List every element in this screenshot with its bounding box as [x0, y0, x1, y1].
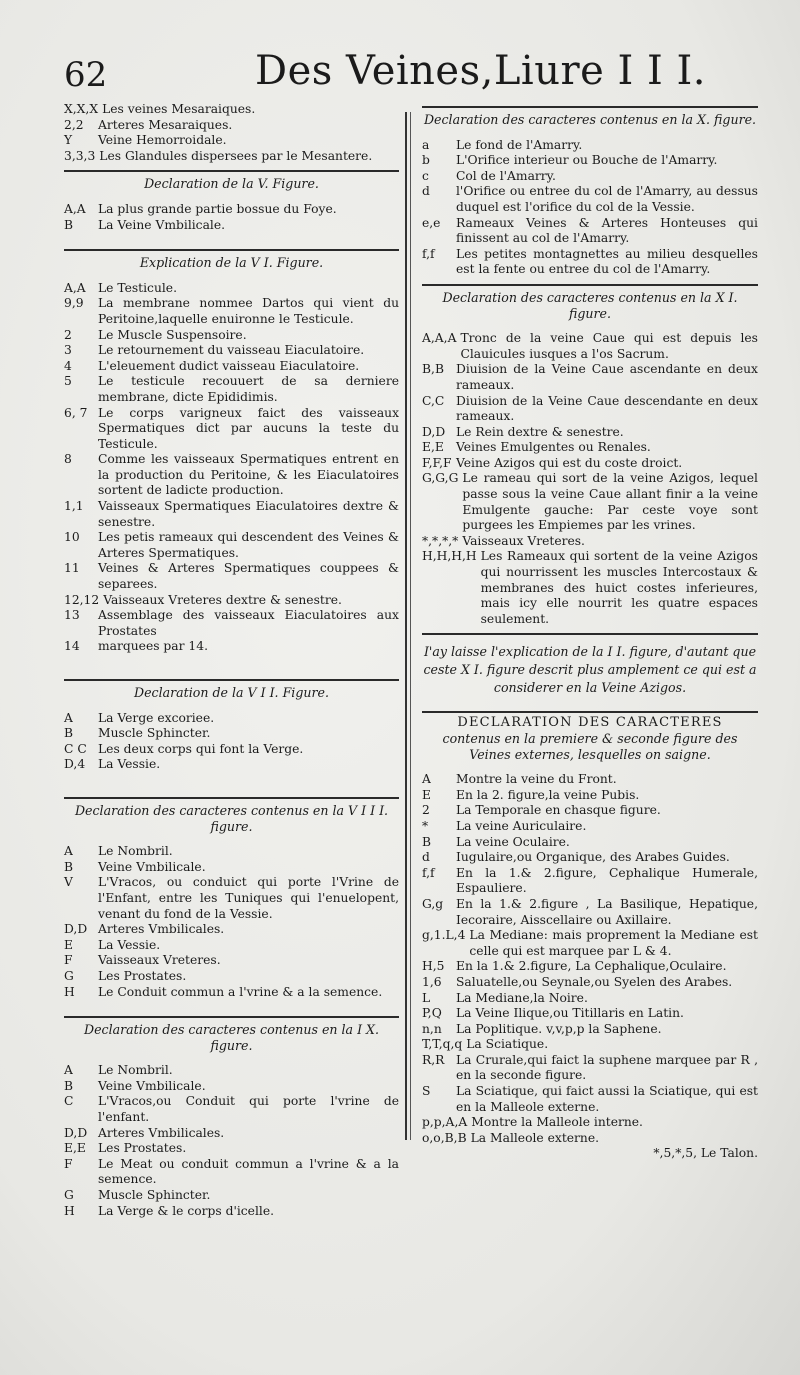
item-text: Le Conduit commun a l'vrine & a la semence.	[98, 984, 383, 999]
list-item	[422, 184, 758, 215]
list-fig10	[422, 138, 758, 278]
item-text: Le retournement du vaisseau Eiaculatoire.	[98, 343, 365, 358]
list-item	[64, 1141, 399, 1157]
list-item	[64, 608, 399, 639]
item-text: Veine Hemorroidale.	[98, 133, 227, 148]
list-item	[64, 985, 399, 1001]
item-text: La Poplitique. v,v,p,p la Saphene.	[456, 1021, 662, 1036]
item-key: F,F,F	[422, 455, 452, 470]
item-key: c	[422, 168, 429, 183]
item-key: P,Q	[422, 1006, 442, 1021]
item-key: H	[64, 1203, 75, 1218]
item-text: Arteres Vmbilicales.	[98, 922, 225, 937]
section-rule	[64, 797, 399, 799]
list-item	[422, 247, 758, 278]
list-fig5	[64, 202, 399, 233]
item-key: A,A	[64, 201, 86, 216]
item-key: D,D	[422, 424, 446, 439]
item-text: Le Meat ou conduit commun a l'vrine & a la semence.	[98, 1156, 399, 1187]
item-key: f,f	[422, 246, 435, 261]
item-text: Le Nombril.	[98, 1063, 173, 1078]
item-key: F	[64, 1156, 73, 1171]
list-top	[64, 102, 399, 164]
list-fig11	[422, 331, 758, 627]
list-item	[64, 593, 399, 609]
item-key: G,G,G	[422, 471, 459, 486]
section-title-fig6: Explication de la V I. Figure.	[139, 255, 324, 271]
item-key: 11	[64, 561, 80, 576]
item-text: L'Orifice interieur ou Bouche de l'Amarry.	[456, 153, 718, 168]
item-text: La plus grande partie bossue du Foye.	[98, 201, 337, 216]
list-item	[422, 788, 758, 804]
item-text: Veine Vmbilicale.	[98, 1078, 206, 1093]
list-item	[64, 1204, 399, 1220]
talon-text: *,5,*,5, Le Talon.	[653, 1146, 758, 1161]
item-text: En la 1.& 2.figure, Cephalique Humerale, Espauliere.	[456, 865, 758, 896]
list-item	[64, 499, 399, 530]
item-key: o,o,B,B	[422, 1130, 467, 1145]
list-item	[422, 394, 758, 425]
item-text: La Sciatique, qui faict aussi la Sciatique, qui est en la Malleole externe.	[456, 1084, 758, 1114]
item-text: La veine Oculaire.	[456, 834, 570, 849]
item-key: 13	[64, 608, 80, 623]
list-item	[422, 1084, 758, 1115]
item-key: E	[422, 787, 431, 802]
list-item	[422, 959, 758, 975]
item-text: Montre la veine du Front.	[456, 772, 617, 787]
item-key: B	[64, 217, 74, 232]
item-key: A	[64, 844, 73, 859]
list-item	[64, 133, 399, 149]
list-item	[64, 1188, 399, 1204]
list-external-veins	[422, 772, 758, 1162]
item-key: 8	[64, 452, 72, 467]
section-title-fig7: Declaration de la V I I. Figure.	[134, 685, 329, 700]
section-rule	[64, 679, 399, 681]
list-item	[64, 938, 399, 954]
item-key: H	[64, 984, 75, 999]
list-item	[64, 711, 399, 727]
azigos-note: I'ay laisse l'explication de la I I. figure, d'autant que ceste X I. figure descrit plus amplement ce qui est a considerer en la Veine Azigos.	[423, 644, 757, 696]
list-item	[64, 530, 399, 561]
item-text: Les veines Mesaraiques.	[102, 102, 256, 116]
list-item	[422, 850, 758, 866]
left-column	[64, 102, 399, 1225]
list-item	[64, 328, 399, 344]
item-key: B	[64, 859, 74, 874]
item-key: 3	[64, 343, 72, 358]
item-key: L	[422, 990, 431, 1005]
item-key: S	[422, 1084, 431, 1099]
list-item	[64, 374, 399, 405]
item-key: b	[422, 153, 430, 168]
item-key: 2	[64, 327, 72, 342]
section-title-fig5: Declaration de la V. Figure.	[144, 176, 319, 192]
list-fig8	[64, 844, 399, 1000]
section-rule	[64, 249, 399, 251]
section-rule	[422, 633, 758, 635]
column-divider	[405, 112, 407, 1140]
item-text: Iugulaire,ou Organique, des Arabes Guides.	[456, 850, 730, 865]
talon-line	[422, 1146, 758, 1162]
page-number: 62	[64, 55, 108, 95]
list-item	[64, 102, 399, 118]
list-item	[64, 359, 399, 375]
list-item	[422, 216, 758, 247]
item-text: La Vessie.	[98, 757, 161, 772]
item-text: La Veine Ilique,ou Titillaris en Latin.	[456, 1006, 684, 1021]
item-text: La Veine Vmbilicale.	[98, 217, 226, 232]
item-text: Assemblage des vaisseaux Eiaculatoires aux Prostates	[98, 608, 399, 638]
list-item	[64, 561, 399, 592]
section-title-fig11: Declaration des caracteres contenus en la X I. figure.	[442, 289, 738, 321]
item-key: F	[64, 953, 73, 968]
item-text: Vaisseaux Vreteres.	[98, 953, 221, 968]
list-fig9	[64, 1063, 399, 1219]
item-key: B	[422, 834, 432, 849]
list-item	[422, 897, 758, 928]
item-key: 1,6	[422, 974, 442, 989]
item-text: Comme les vaisseaux Spermatiques entrent en la production du Peritoine, & les Eiaculatoires sortent de ladicte production.	[98, 452, 399, 498]
running-title: Des Veines,Liure I I I.	[255, 48, 707, 94]
list-item	[422, 991, 758, 1007]
item-key: A	[64, 1063, 73, 1078]
item-text: La Mediane: mais proprement la Mediane est celle qui est marquee par L & 4.	[469, 928, 758, 958]
item-text: Les Rameaux qui sortent de la veine Azigos qui nourrissent les muscles Intercostaux & membranes des huict costes inferieures, mais icy elle nourrit les quatre espaces seulement.	[480, 549, 758, 626]
item-text: Les deux corps qui font la Verge.	[98, 741, 304, 756]
item-text: Vaisseaux Vreteres.	[462, 533, 585, 548]
list-item	[64, 742, 399, 758]
item-text: La Crurale,qui faict la suphene marquee par R , en la seconde figure.	[456, 1052, 758, 1083]
list-item	[422, 772, 758, 788]
list-item	[422, 1006, 758, 1022]
item-text: Veines Emulgentes ou Renales.	[456, 440, 651, 455]
list-item	[64, 953, 399, 969]
item-text: Arteres Mesaraiques.	[98, 117, 233, 132]
list-item	[422, 362, 758, 393]
item-text: Rameaux Veines & Arteres Honteuses qui finissent au col de l'Amarry.	[456, 215, 758, 246]
section-subtitle-external-veins: contenus en la premiere & seconde figure des Veines externes, lesquelles on saigne.	[442, 731, 738, 762]
list-item	[422, 803, 758, 819]
item-key: 2,2	[64, 117, 84, 132]
list-item	[64, 406, 399, 453]
list-item	[422, 331, 758, 362]
column-divider-thin	[410, 112, 411, 1140]
list-item	[422, 440, 758, 456]
item-key: D,D	[64, 1125, 88, 1140]
list-item	[64, 1126, 399, 1142]
item-text: Le Nombril.	[98, 844, 173, 859]
list-item	[64, 1094, 399, 1125]
list-item	[64, 218, 399, 234]
item-key: D,D	[64, 922, 88, 937]
item-key: G	[64, 968, 74, 983]
item-text: La Verge excoriee.	[98, 710, 215, 725]
item-key: A	[64, 710, 73, 725]
list-item	[422, 1115, 758, 1131]
item-key: G	[64, 1188, 74, 1203]
list-item	[64, 1157, 399, 1188]
item-key: X,X,X	[64, 102, 99, 116]
list-item	[64, 844, 399, 860]
item-key: 14	[64, 639, 80, 654]
item-text: La membrane nommee Dartos qui vient du Peritoine,laquelle enuironne le Testicule.	[98, 296, 399, 326]
item-key: T,T,q,q	[422, 1037, 463, 1052]
item-text: Le testicule recouuert de sa derniere membrane, dicte Epididimis.	[98, 374, 399, 404]
item-text: l'Orifice ou entree du col de l'Amarry, au dessus duquel est l'orifice du col de la Vessie.	[456, 184, 758, 214]
item-text: Muscle Sphincter.	[98, 726, 211, 741]
list-item	[422, 153, 758, 169]
item-key: 12,12	[64, 592, 100, 607]
item-key: 3,3,3	[64, 148, 96, 163]
item-text: Diuision de la Veine Caue ascendante en deux rameaux.	[456, 362, 758, 392]
item-key: 2	[422, 803, 430, 818]
item-text: Le corps varigneux faict des vaisseaux Spermatiques dict par aucuns la teste du Testicule.	[98, 405, 399, 451]
item-text: Les Glandules dispersees par le Mesantere.	[99, 148, 373, 163]
item-key: 10	[64, 530, 80, 545]
item-text: L'Vracos, ou conduict qui porte l'Vrine de l'Enfant, entre les Tuniques qui l'enuelopent, venant du fond de la Vessie.	[98, 875, 399, 921]
item-key: A,A	[64, 280, 86, 295]
item-text: Muscle Sphincter.	[98, 1188, 211, 1203]
list-item	[422, 1131, 758, 1147]
list-item	[422, 549, 758, 627]
section-title-fig8: Declaration des caracteres contenus en la V I I I. figure.	[74, 802, 389, 834]
item-key: H,5	[422, 959, 445, 974]
item-text: Les petites montagnettes au milieu desquelles est la fente ou entree du col de l'Amarry.	[456, 246, 758, 277]
section-rule	[422, 106, 758, 108]
list-item	[422, 975, 758, 991]
item-text: La Sciatique.	[466, 1037, 549, 1052]
item-key: p,p,A,A	[422, 1115, 468, 1130]
item-text: Les Prostates.	[98, 968, 187, 983]
item-text: Arteres Vmbilicales.	[98, 1125, 225, 1140]
item-key: a	[422, 137, 430, 152]
list-item	[64, 118, 399, 134]
list-item	[422, 471, 758, 533]
item-text: L'eleuement dudict vaisseau Eiaculatoire.	[98, 358, 360, 373]
item-key: B	[64, 1078, 74, 1093]
item-key: C,C	[422, 393, 445, 408]
list-item	[422, 835, 758, 851]
item-key: H,H,H,H	[422, 549, 477, 564]
item-text: marquees par 14.	[98, 639, 208, 654]
item-key: A	[422, 772, 431, 787]
list-item	[422, 169, 758, 185]
section-rule	[64, 170, 399, 172]
list-item	[422, 138, 758, 154]
item-key: g,1.L,4	[422, 928, 466, 943]
item-key: 6, 7	[64, 405, 88, 420]
list-item	[422, 1037, 758, 1053]
item-text: Veine Azigos qui est du coste droict.	[456, 455, 683, 470]
item-text: La Temporale en chasque figure.	[456, 803, 661, 818]
list-item	[422, 456, 758, 472]
item-key: f,f	[422, 865, 435, 880]
item-key: Y	[64, 133, 73, 148]
item-key: B	[64, 726, 74, 741]
list-item	[422, 1053, 758, 1084]
list-item	[422, 819, 758, 835]
item-key: *,*,*,*	[422, 533, 459, 548]
item-text: Vaisseaux Spermatiques Eiaculatoires dextre & senestre.	[98, 499, 399, 529]
item-key: A,A,A	[422, 331, 457, 346]
item-text: Montre la Malleole interne.	[471, 1115, 643, 1130]
item-text: La veine Auriculaire.	[456, 818, 587, 833]
item-text: Le rameau qui sort de la veine Azigos, lequel passe sous la veine Caue allant finir a la veine Emulgente gauche: Par ceste voye sont purgees les Empiemes par les vrines.	[462, 471, 758, 533]
item-text: En la 1.& 2.figure , La Basilique, Hepatique, Iecoraire, Aisscellaire ou Axillaire.	[456, 896, 758, 927]
item-key: E,E	[422, 440, 444, 455]
item-text: Veine Vmbilicale.	[98, 859, 206, 874]
list-item	[64, 296, 399, 327]
item-text: Le fond de l'Amarry.	[456, 137, 583, 152]
item-text: La Malleole externe.	[470, 1130, 600, 1145]
list-item	[64, 343, 399, 359]
list-item	[422, 534, 758, 550]
right-column	[422, 102, 758, 1168]
item-key: 4	[64, 358, 72, 373]
list-item	[64, 726, 399, 742]
item-key: d	[422, 184, 430, 199]
section-rule	[422, 284, 758, 286]
list-fig6	[64, 281, 399, 655]
item-text: L'Vracos,ou Conduit qui porte l'vrine de l'enfant.	[98, 1094, 399, 1125]
item-text: La Verge & le corps d'icelle.	[98, 1203, 275, 1218]
item-text: Le Rein dextre & senestre.	[456, 424, 624, 439]
section-title-fig10: Declaration des caracteres contenus en la X. figure.	[423, 112, 757, 127]
list-item	[422, 866, 758, 897]
list-item	[64, 452, 399, 499]
item-text: Le Testicule.	[98, 280, 177, 295]
list-item	[422, 1022, 758, 1038]
item-text: Veines & Arteres Spermatiques couppees & separees.	[98, 561, 399, 592]
item-text: Le Muscle Suspensoire.	[98, 327, 247, 342]
item-key: V	[64, 875, 73, 890]
list-item	[422, 928, 758, 959]
item-key: D,4	[64, 757, 86, 772]
section-title-fig9: Declaration des caracteres contenus en la I X. figure.	[83, 1022, 380, 1053]
item-text: La Mediane,la Noire.	[456, 990, 588, 1005]
item-key: 9,9	[64, 296, 84, 311]
item-text: Vaisseaux Vreteres dextre & senestre.	[103, 592, 342, 607]
item-key: G,g	[422, 896, 444, 911]
list-item	[422, 425, 758, 441]
item-text: Tronc de la veine Caue qui est depuis les Clauicules iusques a l'os Sacrum.	[460, 331, 758, 361]
item-text: Diuision de la Veine Caue descendante en deux rameaux.	[456, 393, 758, 424]
item-key: C	[64, 1094, 74, 1109]
item-key: C C	[64, 741, 87, 756]
list-item	[64, 1079, 399, 1095]
item-key: R,R	[422, 1052, 445, 1067]
item-text: Les Prostates.	[98, 1141, 187, 1156]
item-text: Saluatelle,ou Seynale,ou Syelen des Arabes.	[456, 974, 733, 989]
list-item	[64, 149, 399, 165]
item-key: B,B	[422, 362, 444, 377]
section-rule	[422, 711, 758, 713]
list-item	[64, 757, 399, 773]
list-item	[64, 875, 399, 922]
list-item	[64, 969, 399, 985]
item-text: En la 1.& 2.figure, La Cephalique,Oculaire.	[456, 959, 727, 974]
item-key: *	[422, 818, 429, 833]
list-item	[64, 639, 399, 655]
section-title-external-veins: DECLARATION DES CARACTERES	[457, 715, 723, 731]
item-key: 5	[64, 374, 72, 389]
section-rule	[64, 1016, 399, 1018]
item-key: 1,1	[64, 499, 84, 514]
list-item	[64, 1063, 399, 1079]
item-key: d	[422, 850, 430, 865]
item-text: Col de l'Amarry.	[456, 168, 556, 183]
list-item	[64, 922, 399, 938]
list-item	[64, 860, 399, 876]
item-key: n,n	[422, 1021, 442, 1036]
list-item	[64, 202, 399, 218]
item-key: e,e	[422, 215, 441, 230]
item-text: La Vessie.	[98, 937, 161, 952]
item-text: Les petis rameaux qui descendent des Veines & Arteres Spermatiques.	[98, 530, 399, 560]
list-item	[64, 281, 399, 297]
item-key: E	[64, 937, 73, 952]
list-fig7	[64, 711, 399, 773]
item-text: En la 2. figure,la veine Pubis.	[456, 787, 640, 802]
item-key: E,E	[64, 1141, 86, 1156]
